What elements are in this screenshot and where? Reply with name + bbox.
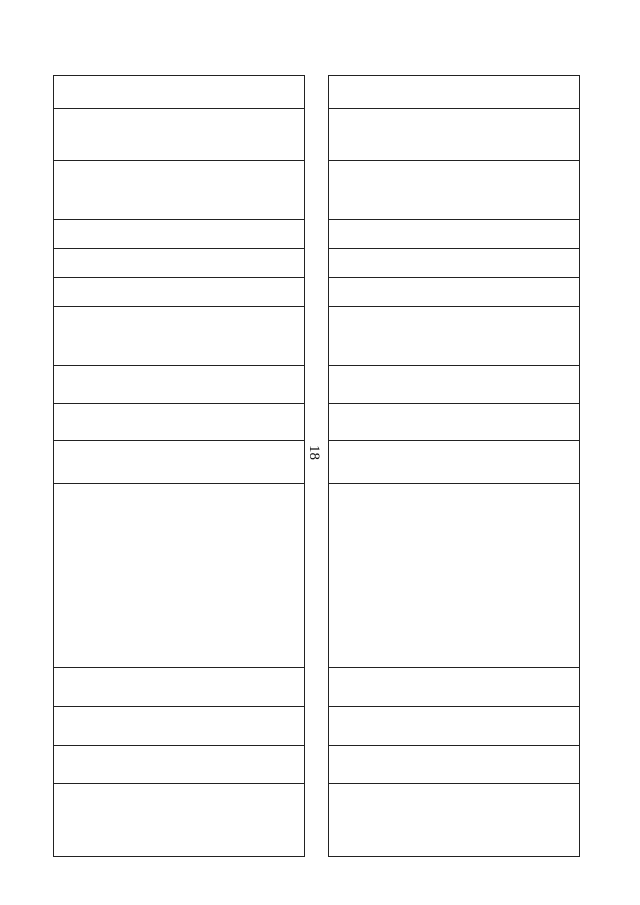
table-cell [329,249,579,278]
table-cell [329,484,579,668]
table-cell [329,366,579,405]
table-cell [54,404,304,441]
table-cell [54,441,304,484]
table-cell [329,307,579,365]
table-cell [54,109,304,161]
table-cell [54,161,304,219]
table-cell [329,109,579,161]
table-cell [329,220,579,249]
table-cell [329,278,579,307]
table-cell [54,307,304,365]
table-cell [54,707,304,746]
table-cell [329,746,579,785]
table-cell [54,278,304,307]
table-cell [54,76,304,109]
table-cell [54,668,304,707]
page-number: 18 [306,445,322,460]
table-cell [54,249,304,278]
table-cell [329,441,579,484]
table-cell [329,404,579,441]
table-cell [329,76,579,109]
table-cell [54,746,304,785]
table-cell [54,784,304,856]
table-cell [329,784,579,856]
table-row [54,76,304,856]
registry-table-1 [53,75,305,857]
registry-table-2 [328,75,580,857]
table-cell [329,707,579,746]
table-cell [329,668,579,707]
table-row [329,76,579,856]
table-cell [54,484,304,668]
table-cell [54,220,304,249]
table-cell [54,366,304,405]
table-cell [329,161,579,219]
